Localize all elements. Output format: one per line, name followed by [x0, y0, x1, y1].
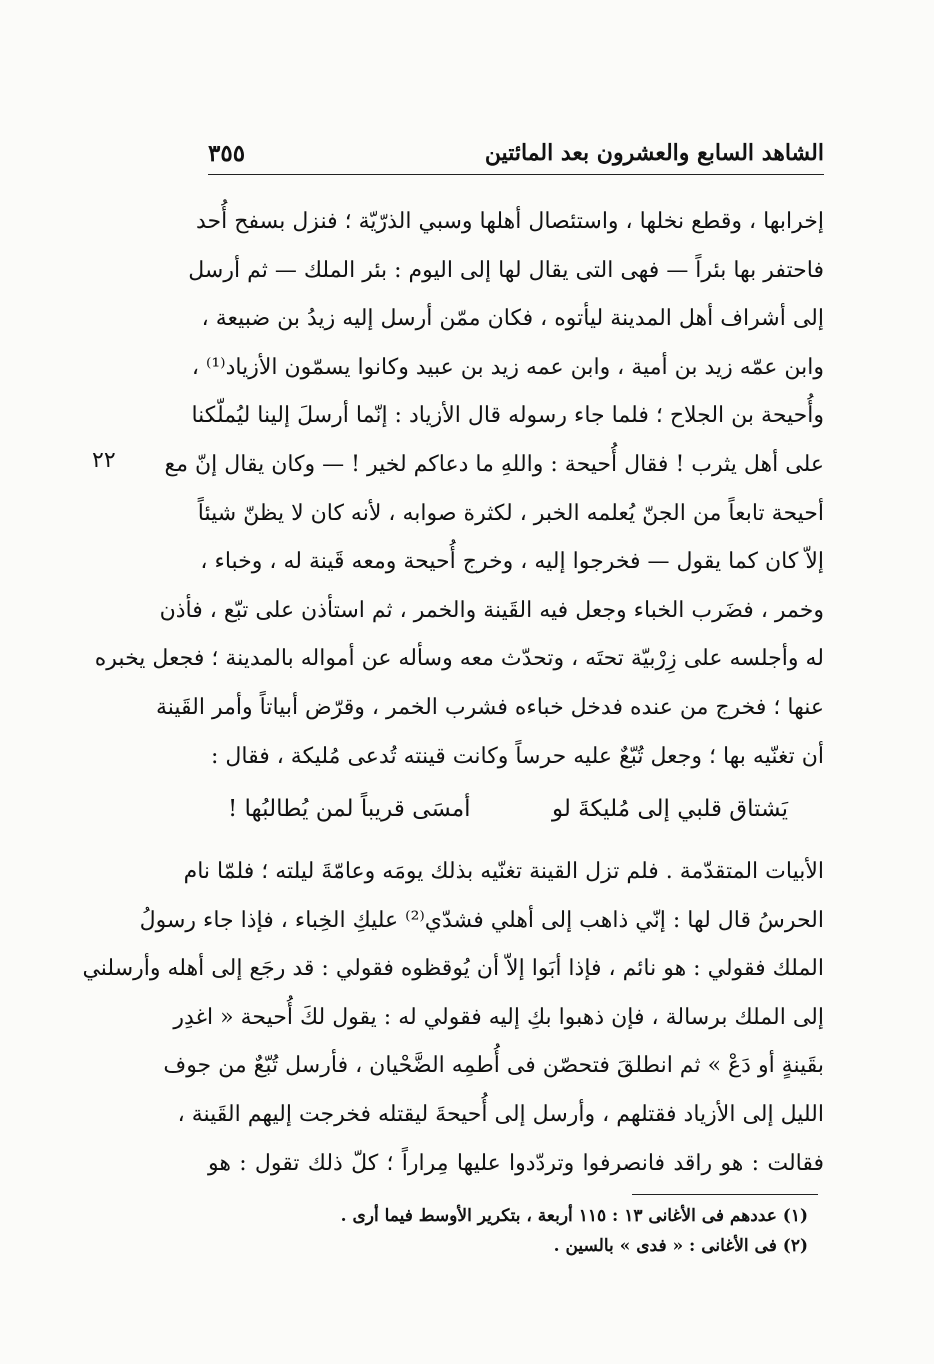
running-title: الشاهد السابع والعشرون بعد المائتين: [484, 140, 824, 166]
text-line: على أهل يثرب ! فقال أُحيحة : واللهِ ما دعاكم لخير ! — وكان يقال إنّ مع: [164, 451, 824, 477]
text-line: أحيحة تابعاً من الجنّ يُعلمه الخبر ، لكثرة صوابه ، لأنه كان لا يظنّ شيئاً: [197, 500, 824, 526]
text-line: الليل إلى الأزياد فقتلهم ، وأرسل إلى أُحيحةَ ليقتله فخرجت إليهم القَينة ،: [177, 1101, 824, 1127]
text-line: إلاّ كان كما يقول — فخرجوا إليه ، وخرج أُحيحة ومعه قَينة له ، وخباء ،: [200, 549, 824, 575]
text-line: بقَينةٍ أو دَعْ » ثم انطلقَ فتحصّن فى أُطمِه الضَّحْيان ، فأرسل تُبّعٌ من جوف: [163, 1053, 824, 1079]
text-line: الحرسُ قال لها : إنّي ذاهب إلى أهلي فشدّي⁽²⁾ عليكِ الخِباء ، فإذا جاء رسولُ: [139, 907, 824, 933]
footnote-1: (١) عددهم فى الأغانى ١٣ : ١١٥ أربعة ، بتكرير الأوسط فيما أرى .: [340, 1206, 808, 1226]
text-line: الملك فقولي : هو نائم ، فإذا أبَوا إلاّ أن يُوقظوه فقولي : قد رجَع إلى أهله وأرسلني: [82, 956, 824, 982]
text-line: إخرابها ، وقطع نخلها ، واستئصال أهلها وسبي الذرّيّة ؛ فنزل بسفح أُحد: [196, 209, 824, 234]
footnote-2: (٢) فى الأغانى : « فدى » بالسين .: [553, 1236, 808, 1256]
text-line: إلى أشراف أهل المدينة ليأتوه ، فكان ممّن أرسل إليه زيدُ بن ضبيعة ،: [201, 306, 824, 332]
text-line: وخمر ، فضَرب الخباء وجعل فيه القَينة والخمر ، ثم استأذن على تبّع ، فأذن: [159, 597, 824, 623]
footnote-rule: [632, 1194, 818, 1195]
verse-second-hemistich: أمسَى قريباً لمن يُطالبُها !: [228, 796, 471, 822]
margin-line-number: ٢٢: [92, 448, 116, 473]
text-line: له وأجلسه على زِرْبيّة تحتَه ، وتحدّث معه وسأله عن أمواله بالمدينة ؛ فجعل يخبره: [94, 646, 824, 672]
text-line: وابن عمّه زيد بن أمية ، وابن عمه زيد بن عبيد وكانوا يسمّون الأزياد⁽¹⁾ ،: [191, 354, 824, 380]
verse-first-hemistich: يَشتاق قلبي إلى مُليكةَ لو: [551, 796, 788, 822]
text-line: فاحتفر بها بئراً — فهى التى يقال لها إلى اليوم : بئر الملك — ثم أرسل: [188, 257, 824, 283]
text-line: أن تغنّيه بها ؛ وجعل تُبّعٌ عليه حرساً وكانت قينته تُدعى مُليكة ، فقال :: [210, 743, 824, 769]
text-line: إلى الملك برسالة ، فإن ذهبوا بكِ إليه فقولي له : يقول لكَ أُحيحة « اغدِر: [173, 1004, 824, 1030]
text-line: فقالت : هو راقد فانصرفوا وتردّدوا عليها مِراراً ؛ كلّ ذلك تقول : هو: [208, 1150, 824, 1176]
text-line: عنها ؛ فخرج من عنده فدخل خباءه فشرب الخمر ، وقرّض أبياتاً وأمر القَينة: [155, 694, 824, 720]
text-line: وأُحيحة بن الجلاح ؛ فلما جاء رسوله قال الأزياد : إنّما أرسلَ إلينا ليُملّكنا: [191, 403, 824, 429]
text-line: الأبيات المتقدّمة . فلم تزل القينة تغنّيه بذلك يومَه وعامّةَ ليلته ؛ فلمّا نام: [183, 859, 824, 884]
header-rule: [208, 174, 824, 175]
poem-verse: [228, 796, 788, 842]
page-number: ٣٥٥: [208, 140, 246, 167]
body-paragraph-2: [82, 848, 824, 1188]
footnotes: [208, 1206, 808, 1266]
running-head: [208, 140, 824, 170]
